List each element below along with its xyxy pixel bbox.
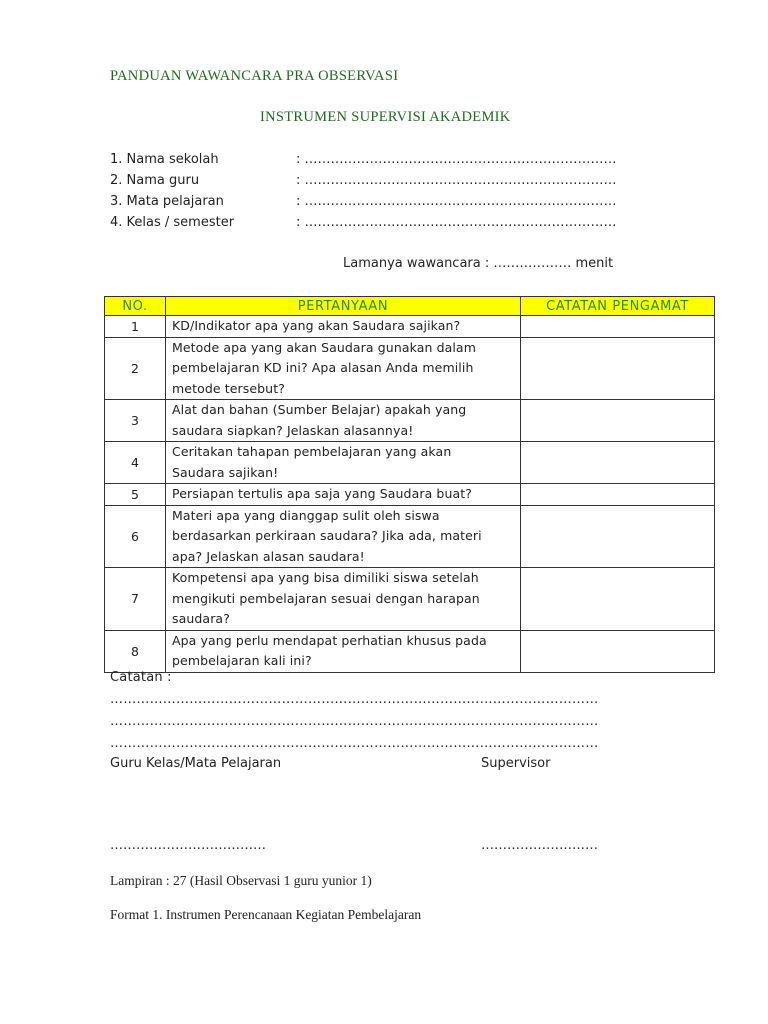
row-question — [166, 630, 521, 672]
field-value: : ……………………………………………………………… — [296, 194, 617, 209]
question-line: Apa yang perlu mendapat perhatian khusus pada — [172, 632, 487, 648]
notes-line[interactable]: ………………………………………………………………………………………………… — [110, 714, 599, 729]
row-notes-cell[interactable] — [521, 337, 715, 400]
table-row — [105, 316, 715, 338]
table-row — [105, 505, 715, 568]
row-notes-cell[interactable] — [521, 484, 715, 506]
row-notes-cell[interactable] — [521, 630, 715, 672]
field-value: : ……………………………………………………………… — [296, 152, 617, 167]
field-label: 4. Kelas / semester — [110, 215, 235, 230]
question-line: Saudara sajikan! — [172, 464, 279, 480]
supervisor-signature-line: ……………………… — [481, 838, 598, 853]
supervisor-signature-label: Supervisor — [481, 756, 551, 771]
row-question — [166, 337, 521, 400]
row-question — [166, 568, 521, 631]
question-line: Alat dan bahan (Sumber Belajar) apakah yang — [172, 402, 467, 417]
question-line: Materi apa yang dianggap sulit oleh siswa — [172, 507, 440, 523]
row-notes-cell[interactable] — [521, 568, 715, 631]
attachment-note: Lampiran : 27 (Hasil Observasi 1 guru yunior 1) — [110, 873, 372, 888]
table-header-row — [105, 297, 715, 316]
field-label: 3. Mata pelajaran — [110, 194, 224, 209]
question-line: Metode apa yang akan Saudara gunakan dalam — [172, 339, 476, 355]
question-line: apa? Jelaskan alasan saudara! — [172, 548, 365, 564]
row-question — [166, 484, 521, 506]
question-table — [104, 296, 715, 673]
row-question — [166, 316, 521, 338]
row-question — [166, 505, 521, 568]
field-label: 1. Nama sekolah — [110, 152, 219, 167]
field-label: 2. Nama guru — [110, 173, 200, 188]
row-number: 3 — [105, 400, 166, 442]
notes-line[interactable]: ………………………………………………………………………………………………… — [110, 692, 599, 707]
question-line: metode tersebut? — [172, 380, 285, 396]
table-row — [105, 630, 715, 672]
table-row — [105, 484, 715, 506]
question-line: Ceritakan tahapan pembelajaran yang akan — [172, 444, 452, 459]
table-row — [105, 568, 715, 631]
question-line: saudara siapkan? Jelaskan alasannya! — [172, 422, 414, 438]
field-value: : ……………………………………………………………… — [296, 173, 617, 188]
question-line: mengikuti pembelajaran sesuai dengan harapan — [172, 590, 480, 606]
row-number: 4 — [105, 442, 166, 484]
header-question: PERTANYAAN — [166, 297, 521, 316]
interview-duration: Lamanya wawancara : ……………… menit — [343, 256, 614, 271]
question-line: saudara? — [172, 611, 230, 626]
row-notes-cell[interactable] — [521, 316, 715, 338]
question-line: KD/Indikator apa yang akan Saudara sajikan? — [172, 318, 461, 333]
teacher-signature-line: ……………………………… — [110, 838, 266, 853]
field-value: : ……………………………………………………………… — [296, 215, 617, 230]
notes-label: Catatan : — [110, 670, 172, 685]
table-row — [105, 400, 715, 442]
row-notes-cell[interactable] — [521, 400, 715, 442]
row-number: 1 — [105, 316, 166, 338]
document-subtitle: INSTRUMEN SUPERVISI AKADEMIK — [260, 109, 511, 125]
format-note: Format 1. Instrumen Perencanaan Kegiatan Pembelajaran — [110, 907, 422, 922]
teacher-signature-label: Guru Kelas/Mata Pelajaran — [110, 756, 282, 771]
row-number: 6 — [105, 505, 166, 568]
table-row — [105, 337, 715, 400]
question-line: Kompetensi apa yang bisa dimiliki siswa setelah — [172, 570, 479, 585]
row-notes-cell[interactable] — [521, 505, 715, 568]
table-row — [105, 442, 715, 484]
row-notes-cell[interactable] — [521, 442, 715, 484]
document-title: PANDUAN WAWANCARA PRA OBSERVASI — [110, 68, 399, 84]
question-line: pembelajaran kali ini? — [172, 653, 312, 668]
notes-line[interactable]: ………………………………………………………………………………………………… — [110, 736, 599, 751]
row-question — [166, 400, 521, 442]
header-notes: CATATAN PENGAMAT — [521, 297, 715, 316]
question-line: berdasarkan perkiraan saudara? Jika ada, materi — [172, 528, 482, 543]
row-question — [166, 442, 521, 484]
row-number: 7 — [105, 568, 166, 631]
header-no: NO. — [105, 297, 166, 316]
row-number: 5 — [105, 484, 166, 506]
question-line: pembelajaran KD ini? Apa alasan Anda memilih — [172, 360, 474, 375]
row-number: 2 — [105, 337, 166, 400]
row-number: 8 — [105, 630, 166, 672]
question-line: Persiapan tertulis apa saja yang Saudara buat? — [172, 486, 472, 501]
